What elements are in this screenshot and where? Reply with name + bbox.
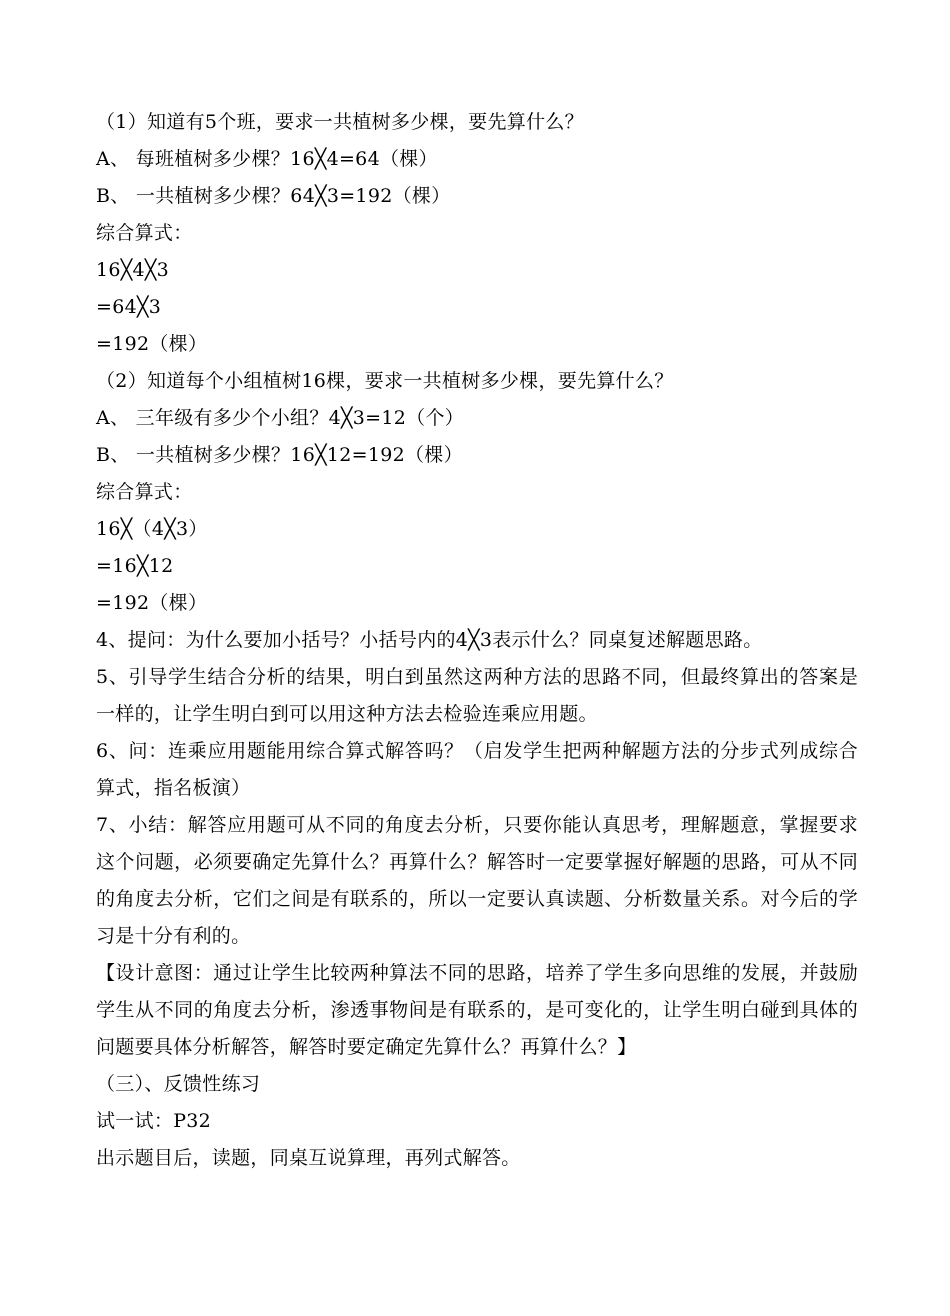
text-line: 4、提问：为什么要加小括号？小括号内的4╳3表示什么？同桌复述解题思路。 (96, 629, 763, 651)
document-page (96, 104, 858, 1177)
text-line: A、 每班植树多少棵？16╳4=64（棵） (96, 148, 438, 170)
text-line: 16╳4╳3 (96, 259, 170, 281)
text-line: 试一试：P32 (96, 1110, 212, 1132)
text-line: 出示题目后，读题，同桌互说算理，再列式解答。 (96, 1147, 521, 1169)
text-line: B、 一共植树多少棵？64╳3=192（棵） (96, 185, 451, 207)
text-line: （2）知道每个小组植树16棵，要求一共植树多少棵，要先算什么？ (96, 370, 674, 392)
text-line: （1）知道有5个班，要求一共植树多少棵，要先算什么？ (96, 111, 584, 133)
text-line: 综合算式： (96, 222, 193, 244)
paragraph: 6、问：连乘应用题能用综合算式解答吗？（启发学生把两种解题方法的分步式列成综合算式，指名板演） (96, 740, 858, 799)
text-line: A、 三年级有多少个小组？4╳3=12（个） (96, 407, 465, 429)
text-line: =192（棵） (96, 333, 208, 355)
text-line: 16╳（4╳3） (96, 518, 208, 540)
design-intent-paragraph: 【设计意图：通过让学生比较两种算法不同的思路，培养了学生多向思维的发展，并鼓励学生从不同的角度去分析，渗透事物间是有联系的，是可变化的，让学生明白碰到具体的问题要具体分析解答，解答时要定确定先算什么？再算什么？】 (96, 962, 858, 1058)
section-heading: （三）、反馈性练习 (96, 1073, 261, 1095)
paragraph: 5、引导学生结合分析的结果，明白到虽然这两种方法的思路不同，但最终算出的答案是一样的，让学生明白到可以用这种方法去检验连乘应用题。 (96, 666, 858, 725)
text-line: 综合算式： (96, 481, 193, 503)
text-line: =192（棵） (96, 592, 208, 614)
text-line: B、 一共植树多少棵？16╳12=192（棵） (96, 444, 463, 466)
text-line: =64╳3 (96, 296, 162, 318)
text-line: =16╳12 (96, 555, 174, 577)
paragraph: 7、小结：解答应用题可从不同的角度去分析，只要你能认真思考，理解题意，掌握要求这个问题，必须要确定先算什么？再算什么？解答时一定要掌握好解题的思路，可从不同的角度去分析，它们之间是有联系的，所以一定要认真读题、分析数量关系。对今后的学习是十分有利的。 (96, 814, 858, 947)
